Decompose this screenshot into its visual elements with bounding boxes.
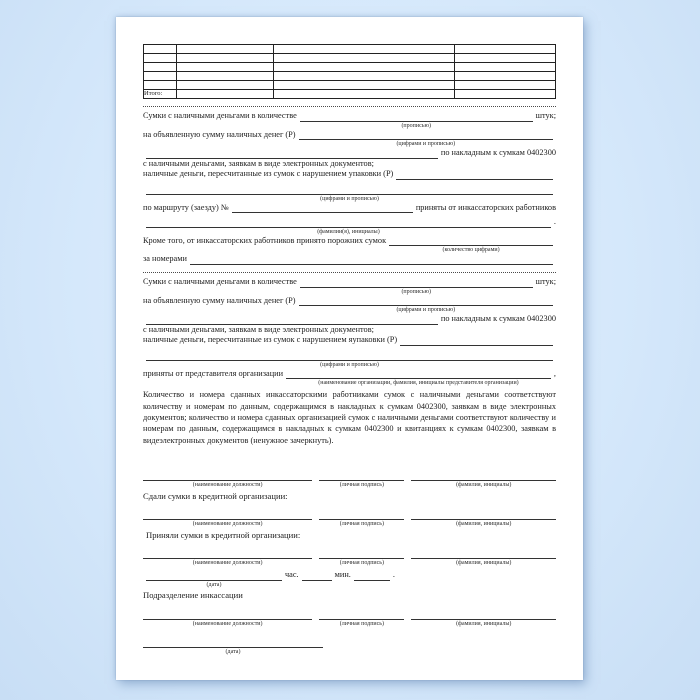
- signature-line: [143, 510, 312, 520]
- signature-line: [411, 471, 556, 481]
- field-label: по накладным к сумкам 0402300: [440, 314, 556, 324]
- hint-row: [143, 246, 556, 254]
- hint-label: (дата): [225, 648, 241, 655]
- signature-col-position: [143, 610, 312, 629]
- hint-row: [143, 379, 556, 387]
- field-label: час.: [285, 570, 299, 580]
- blank-field: [146, 352, 553, 361]
- blank-field: [396, 171, 553, 180]
- hint-label: (личная подпись): [339, 620, 385, 627]
- signature-line: [143, 549, 312, 559]
- table-cell: [455, 90, 556, 99]
- time-row: [143, 570, 556, 581]
- table-cell: [144, 45, 177, 54]
- hint-label: (фамилии(я), инициалы): [317, 228, 380, 235]
- table-row: [144, 63, 556, 72]
- recount-row-2: [143, 335, 556, 346]
- field-label: наличные деньги, пересчитанные из сумок с нарушением яупаковки (Р): [143, 335, 398, 345]
- table-cell: [144, 54, 177, 63]
- table-cell: [144, 63, 177, 72]
- hint-row: [143, 288, 556, 296]
- table-row: [144, 72, 556, 81]
- table-cell: [176, 81, 273, 90]
- hint-label: (цифрами и прописью): [320, 195, 379, 202]
- hint-label: (фамилия, инициалы): [456, 620, 512, 627]
- signature-col-signature: [319, 549, 404, 568]
- blank-field: [232, 204, 413, 213]
- edocs-row-2: [143, 325, 556, 336]
- continuation-blank-row: [143, 350, 556, 361]
- hint-row: [143, 195, 556, 203]
- signature-col-name: [411, 549, 556, 568]
- table-cell: [144, 72, 177, 81]
- table-cell: [273, 45, 454, 54]
- hint-label: (наименование должности): [192, 560, 263, 567]
- field-label: Кроме того, от инкассаторских работников принято порожних сумок: [143, 235, 387, 245]
- form-page: [116, 17, 583, 680]
- hint-label: (цифрами и прописью): [396, 141, 456, 148]
- table-cell: [455, 81, 556, 90]
- table-row: [144, 54, 556, 63]
- hint-label: (цифрами и прописью): [320, 361, 379, 368]
- signature-row: [143, 510, 556, 529]
- field-label: приняты от представителя организации: [143, 368, 284, 378]
- handed-caption: Сдали сумки в кредитной организации:: [143, 491, 288, 502]
- signature-line: [319, 610, 404, 620]
- hint-label: (фамилия, инициалы): [456, 560, 512, 567]
- hint-label: (фамилия, инициалы): [456, 521, 512, 528]
- table-cell: [176, 54, 273, 63]
- field-label: по маршруту (заезду) №: [143, 202, 229, 212]
- blank-field: [146, 186, 553, 195]
- signature-col-position: [143, 510, 312, 529]
- hint-label: (количество цифрами): [442, 247, 500, 254]
- waybills-row-2: [143, 314, 556, 325]
- form-content: [143, 44, 556, 657]
- blank-field: [146, 150, 438, 159]
- hint-label: (личная подпись): [339, 482, 385, 489]
- table-cell: [144, 81, 177, 90]
- table-cell: [176, 45, 273, 54]
- table-cell: [176, 63, 273, 72]
- bags-count-row-2: [143, 277, 556, 288]
- hint-row: [143, 306, 556, 314]
- empty-bags-row: [143, 236, 556, 247]
- signature-col-name: [411, 510, 556, 529]
- blank-field: [146, 572, 282, 581]
- signature-line: [411, 510, 556, 520]
- field-label: .: [553, 217, 556, 227]
- blank-field: [300, 113, 533, 122]
- field-label: ,: [553, 368, 556, 378]
- blank-field: [146, 316, 438, 325]
- hint-label: (дата): [206, 581, 222, 588]
- field-label: на объявленную сумму наличных денег (Р): [143, 295, 296, 305]
- hint-label: (наименование должности): [192, 482, 263, 489]
- signature-col-position: [143, 471, 312, 490]
- hint-row: [143, 140, 556, 148]
- field-label: Сумки с наличными деньгами в количестве: [143, 276, 297, 286]
- hint-label: (личная подпись): [339, 521, 385, 528]
- cut-line: [143, 106, 556, 107]
- blank-field: [299, 131, 553, 140]
- blank-field: [354, 572, 390, 581]
- date-block: [143, 638, 556, 657]
- blank-field: [400, 337, 553, 346]
- hint-row: [143, 361, 556, 369]
- declared-sum-row-2: [143, 296, 556, 307]
- hint-row: [143, 581, 556, 589]
- blank-field: [302, 572, 332, 581]
- field-label: с наличными деньгами, заявкам в виде электронных документов;: [143, 324, 374, 334]
- hint-label: (прописью): [401, 122, 431, 129]
- recount-row-1: [143, 169, 556, 180]
- total-label: Итого:: [144, 90, 177, 99]
- blank-field: [146, 219, 551, 228]
- edocs-row-1: [143, 159, 556, 170]
- signature-line: [411, 610, 556, 620]
- waybills-row-1: [143, 148, 556, 159]
- hint-label: (личная подпись): [339, 560, 385, 567]
- table-cell: [273, 81, 454, 90]
- bags-count-row-1: [143, 111, 556, 122]
- table-cell: [273, 90, 454, 99]
- table-cell: [455, 63, 556, 72]
- blank-field: [286, 370, 551, 379]
- signature-col-name: [411, 610, 556, 629]
- hint-label: (цифрами и прописью): [396, 307, 456, 314]
- field-label: по накладным к сумкам 0402300: [440, 148, 556, 158]
- signature-col-signature: [319, 610, 404, 629]
- table-cell: [455, 72, 556, 81]
- signature-col-position: [143, 549, 312, 568]
- division-caption: Подразделение инкассации: [143, 589, 243, 600]
- signature-line: [319, 471, 404, 481]
- field-label: штук;: [535, 276, 556, 286]
- signature-row: [143, 471, 556, 490]
- signature-col-name: [411, 471, 556, 490]
- table-total-row: [144, 90, 556, 99]
- hint-label: (фамилия, инициалы): [456, 482, 512, 489]
- representative-row: [143, 369, 556, 380]
- signature-row: [143, 549, 556, 568]
- cut-line: [143, 272, 556, 273]
- table-cell: [176, 72, 273, 81]
- bag-numbers-row: [143, 254, 556, 265]
- hint-label: (наименование организации, фамилия, инициалы представителя организации): [318, 380, 519, 387]
- table-cell: [455, 54, 556, 63]
- field-label: приняты от инкассаторских работников: [415, 202, 556, 212]
- table-cell: [273, 63, 454, 72]
- blank-field: [299, 297, 553, 306]
- field-label: .: [392, 570, 395, 580]
- table-cell: [176, 90, 273, 99]
- signature-line: [411, 549, 556, 559]
- table-cell: [273, 54, 454, 63]
- hint-label: (прописью): [401, 288, 431, 295]
- hint-row: [143, 122, 556, 130]
- received-caption: Приняли сумки в кредитной организации:: [146, 530, 301, 541]
- signature-line: [143, 610, 312, 620]
- date-col: [143, 638, 323, 657]
- field-label: с наличными деньгами, заявкам в виде электронных документов;: [143, 158, 374, 168]
- signature-line: [143, 638, 323, 648]
- hint-label: (наименование должности): [192, 620, 263, 627]
- statement-paragraph: Количество и номера сданных инкассаторскими работниками сумок с наличными деньгами соответствуют количеству и номерам по данным, содержащимся в накладных к сумкам 0402300, заявкам в виде электронных документов; количество и номера сданных организацией сумок с наличными деньгами соответствуют количеству и номерам по данным, содержащимся в накладных к сумкам 0402300 и квитанциях к сумкам 0402300, заявкам в видеэлектронных документов (ненужное зачеркнуть).: [143, 390, 556, 445]
- blank-field: [300, 279, 533, 288]
- signature-line: [319, 549, 404, 559]
- field-label: наличные деньги, пересчитанные из сумок с нарушением упаковки (Р): [143, 169, 394, 179]
- signature-row: [143, 610, 556, 629]
- collectors-names-blank-row: [143, 217, 556, 228]
- continuation-blank-row: [143, 184, 556, 195]
- signature-col-signature: [319, 510, 404, 529]
- signature-line: [319, 510, 404, 520]
- blank-field: [389, 237, 553, 246]
- table-row: [144, 81, 556, 90]
- table-cell: [273, 72, 454, 81]
- blank-field: [190, 256, 553, 265]
- field-label: мин.: [334, 570, 351, 580]
- declared-sum-row-1: [143, 130, 556, 141]
- field-label: на объявленную сумму наличных денег (Р): [143, 129, 296, 139]
- signature-line: [143, 471, 312, 481]
- table-row: [144, 45, 556, 54]
- table-cell: [455, 45, 556, 54]
- field-label: за номерами: [143, 254, 187, 264]
- route-row: [143, 203, 556, 214]
- hint-label: (наименование должности): [192, 521, 263, 528]
- field-label: штук;: [535, 111, 556, 120]
- field-label: Сумки с наличными деньгами в количестве: [143, 111, 297, 120]
- totals-table: [143, 44, 556, 99]
- signature-col-signature: [319, 471, 404, 490]
- hint-row: [143, 228, 556, 236]
